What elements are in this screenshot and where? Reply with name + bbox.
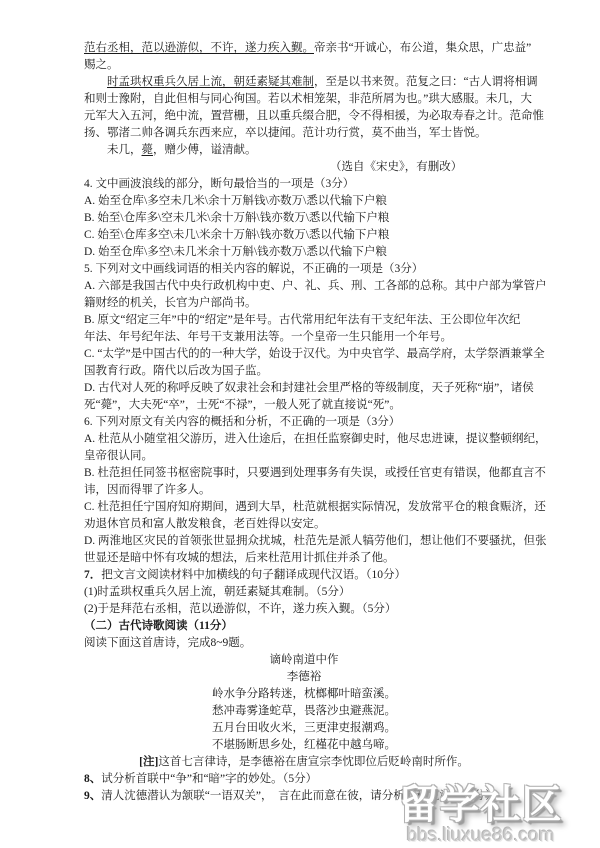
option-4d xyxy=(84,244,524,261)
text-segment: 未几， xyxy=(107,144,142,156)
text-segment: 年法、年号纪年法、年号干支兼用法等。一个皇帝一生只能用一个年号。 xyxy=(84,331,452,343)
question-5-stem xyxy=(84,261,524,278)
text-segment: D. 始至仓库\多空\未几米余十万斛\钱亦数万\悉以代输下户粮 xyxy=(84,246,387,258)
text-segment: C. 杜范担任宁国府知府期间，遇到大旱，杜范就根据实际情况，发放常平仓的粮食赈济，还 xyxy=(84,501,546,513)
underlined-text: 范右丞相，范以逊游似，不许，遂力疾入觐。 xyxy=(84,42,314,54)
option-4a xyxy=(84,193,524,210)
passage-line xyxy=(84,40,532,57)
poem-title xyxy=(84,652,524,669)
poem-line-3 xyxy=(84,720,524,737)
text-segment: A. 始至仓库\多空未几米\余十万斛钱\亦数万\悉以代输下户粮 xyxy=(84,195,387,207)
text-segment: 试分析首联中“争”和“暗”字的妙处。（5分） xyxy=(101,773,318,785)
option-5d-cont xyxy=(84,397,524,414)
watermark-brand-text: 留学社区 xyxy=(398,783,563,827)
text-segment: 5. 下列对文中画线词语的相关内容的解说，不正确的一项是（3分） xyxy=(84,263,424,275)
underlined-text: 时孟珙权重兵久居上流，朝廷素疑其难制 xyxy=(107,76,314,88)
text-segment: 愁冲毒雾逢蛇草，畏落沙虫避燕泥。 xyxy=(212,705,396,717)
text-segment: 4. 文中画波浪线的部分，断句最恰当的一项是（3分） xyxy=(84,178,355,190)
text-segment: （选自《宋史》，有删改） xyxy=(330,161,463,173)
text-segment: 元军大入五河，绝中流，置营栅，且以重兵缀合肥，令不得相援，为必取寿春之计。范命惟 xyxy=(84,110,544,122)
text-segment: 劝退休官员和富人散发粮食，老百姓得以安定。 xyxy=(84,518,326,530)
poem-line-4 xyxy=(84,737,524,754)
text-segment: B. 杜范担任同签书枢密院事时，只要遇到处理事务有失误，或授任官吏有错误，他都直言不 xyxy=(84,467,546,479)
text-segment: 清人沈德潜认为颔联“一语双关”， 言在此而意在彼，请分析这种说法。（6分） xyxy=(101,790,497,802)
passage-line xyxy=(84,108,544,125)
passage-line xyxy=(84,125,524,142)
text-segment: （二）古代诗歌阅读（11分） xyxy=(84,620,233,632)
text-segment: 籍财经的机关，长官为户部尚书。 xyxy=(84,297,257,309)
option-5c-cont xyxy=(84,363,524,380)
text-segment: 这首七言律诗，是李德裕在唐宣宗李忱即位后贬岭南时所作。 xyxy=(158,756,469,768)
section-2-instruction xyxy=(84,635,524,652)
question-7-part1 xyxy=(84,584,524,601)
option-5b-cont xyxy=(84,329,524,346)
option-5a xyxy=(84,278,547,295)
option-5a-cont xyxy=(84,295,524,312)
option-5d xyxy=(84,380,534,397)
text-segment: D. 古代对人死的称呼反映了奴隶社会和封建社会里严格的等级制度，天子死称“崩”，诸侯 xyxy=(84,382,534,394)
text-segment: 帝亲书“开诚心，布公道，集众思，广忠益” xyxy=(314,42,532,54)
text-segment: A. 杜范从小随堂祖父游历，进入仕途后，在担任监察御史时，他尽忠进谏，提议整顿纲纪， xyxy=(84,433,547,445)
text-segment: 8、 xyxy=(84,773,102,785)
section-2-header xyxy=(84,618,524,635)
option-5b xyxy=(84,312,524,329)
text-segment: 把文言文阅读材料中加横线的句子翻译成现代汉语。（10分） xyxy=(101,569,406,581)
passage-line xyxy=(84,74,538,91)
poem-note xyxy=(84,754,524,771)
text-segment: 李德裕 xyxy=(286,671,322,683)
text-segment: 阅读下面这首唐诗，完成8~9题。 xyxy=(84,637,252,649)
text-segment: 五月台田收火米，三更津吏报潮鸡。 xyxy=(212,722,396,734)
option-6b-cont xyxy=(84,482,524,499)
underlined-text: 薨 xyxy=(141,144,153,156)
text-segment: A. 六部是我国古代中央行政机构中吏、户、礼、兵、刑、工各部的总称。其中户部为掌管户 xyxy=(84,280,547,292)
text-segment: 6. 下列对原文有关内容的概括和分析，不正确的一项是（3分） xyxy=(84,416,401,428)
text-segment: 9、 xyxy=(84,790,102,802)
text-segment: C. 始至\仓库多空\未几\米余十万斛\钱亦数万\悉以代输下户粮 xyxy=(84,229,390,241)
text-segment: 谪岭南道中作 xyxy=(269,654,339,666)
text-segment: ，至是以书来贺。范复之曰：“古人谓将相调 xyxy=(314,76,538,88)
poem-line-1 xyxy=(84,686,524,703)
text-segment: 皇帝很认同。 xyxy=(84,450,153,462)
text-segment: C. “太学”是中国古代的的一种大学，始设于汉代。为中央官学、最高学府，太学祭酒兼掌全 xyxy=(84,348,545,360)
text-segment: 世显还是暗中怀有攻城的想法，后来杜范用计抓住并杀了他。 xyxy=(84,552,395,564)
document-lines xyxy=(84,40,547,805)
text-segment: 和则士豫附，自此但相与同心徇国。若以术相笼架，非范所屑为也。”珙大感服。未几，大 xyxy=(84,93,532,105)
text-segment: 扬、鄂渚二帅各调兵东西来应，卒以捷闻。范计功行赏，莫不曲当，军士皆悦。 xyxy=(84,127,487,139)
source-attribution xyxy=(84,159,524,176)
watermark-url-text: bbs.liuxue86.com xyxy=(406,825,555,846)
option-6b xyxy=(84,465,546,482)
text-segment: (2)于是拜范右丞相，范以逊游似，不许，遂力疾入觐。（5分） xyxy=(84,603,397,615)
text-segment: 讳，因而得罪了许多人。 xyxy=(84,484,211,496)
poem-author xyxy=(84,669,524,686)
question-7-part2 xyxy=(84,601,524,618)
watermark xyxy=(363,784,598,846)
option-4c xyxy=(84,227,524,244)
text-segment: D. 两淮地区灾民的首领张世显拥众扰城，杜范先是派人犒劳他们，想让他们不要骚扰，但张 xyxy=(84,535,547,547)
passage-line xyxy=(84,142,524,159)
text-segment: ，赠少傅，谥清献。 xyxy=(153,144,257,156)
option-6d xyxy=(84,533,547,550)
option-6c-cont xyxy=(84,516,524,533)
text-segment: B. 原文“绍定三年”中的“绍定”是年号。古代常用纪年法有干支纪年法、王公即位年次纪 xyxy=(84,314,521,326)
poem-line-2 xyxy=(84,703,524,720)
question-7-stem xyxy=(84,567,524,584)
text-segment: 赐之。 xyxy=(84,59,119,71)
option-6c xyxy=(84,499,546,516)
text-segment: 岭水争分路转迷，枕榔椰叶暗蛮溪。 xyxy=(212,688,396,700)
text-segment: (1)时孟珙权重兵久居上流，朝廷素疑其难制。（5分） xyxy=(84,586,351,598)
text-segment: [注] xyxy=(139,756,159,768)
text-segment: 国教育行政。隋代以后改为国子监。 xyxy=(84,365,268,377)
option-6d-cont xyxy=(84,550,524,567)
text-segment: 不堪肠断思乡处，红槿花中越乌啼。 xyxy=(212,739,396,751)
option-4b xyxy=(84,210,524,227)
option-6a-cont xyxy=(84,448,524,465)
text-segment: B. 始至\仓库多\空未几米\余十万斛\钱亦数万\悉以代输下户粮 xyxy=(84,212,390,224)
option-5c xyxy=(84,346,545,363)
option-6a xyxy=(84,431,547,448)
question-4-stem xyxy=(84,176,524,193)
question-6-stem xyxy=(84,414,524,431)
text-segment: 死“薨”，大夫死“卒”，士死“不禄”，一般人死了就直接说“死”。 xyxy=(84,399,401,411)
text-segment: 7． xyxy=(84,569,102,581)
passage-line xyxy=(84,57,524,74)
passage-line xyxy=(84,91,532,108)
